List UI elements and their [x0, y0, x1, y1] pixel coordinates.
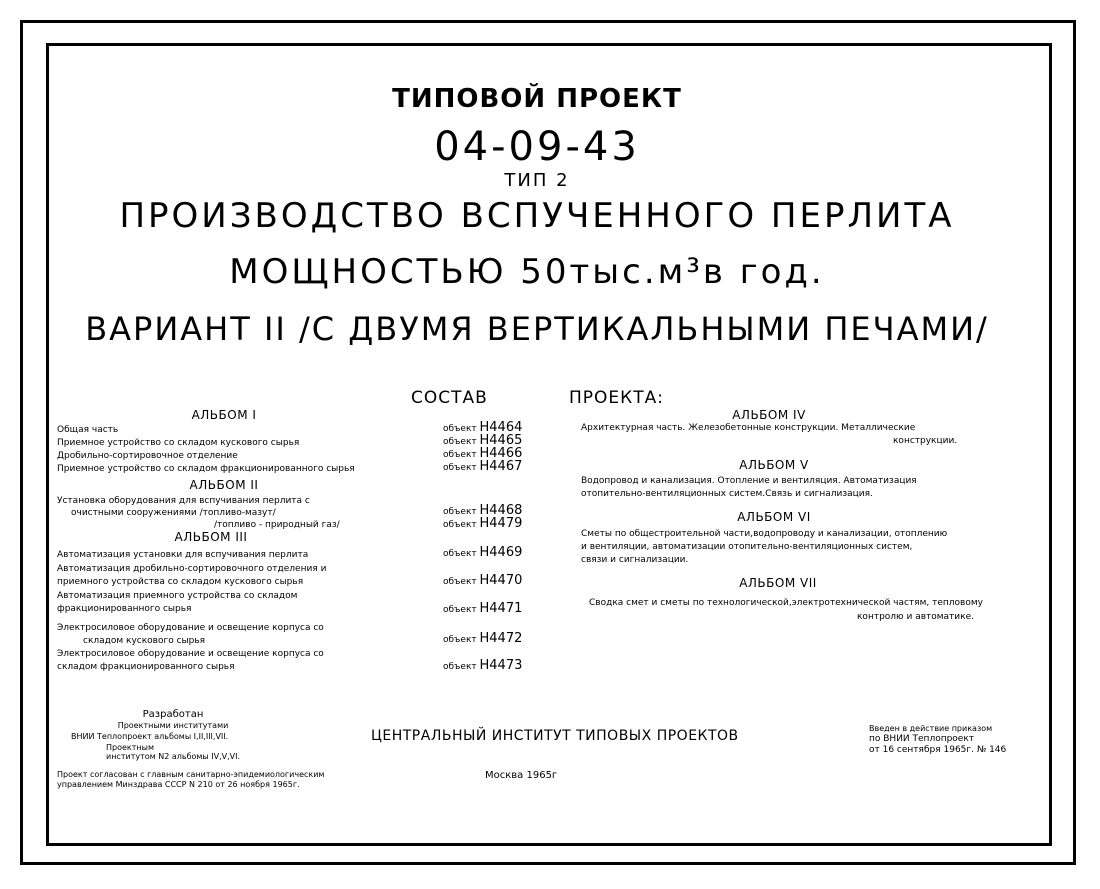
a2-line-1: Установка оборудования для вспучивания перлита с — [57, 496, 310, 506]
a1-item-1: Общая часть — [57, 425, 119, 435]
a3-item-2-line-1: Автоматизация дробильно-сортировочного отделения и — [57, 564, 327, 574]
a2-line-3: /топливо - природный газ/ — [214, 520, 340, 530]
a4-line-2: конструкции. — [893, 436, 958, 446]
a3-item-2-line-2: приемного устройства со складом кускового сырья — [57, 577, 304, 587]
a7-line-1: Сводка смет и сметы по технологической,электротехнической частям, тепловому — [589, 598, 983, 608]
album-6-label: АЛЬБОМ VI — [737, 510, 811, 524]
enactment-line-1: Введен в действие приказом — [869, 724, 993, 733]
a2-object-2: объект Н4479 — [443, 516, 523, 531]
a3-item-4-line-1: Электросиловое оборудование и освещение корпуса со — [57, 623, 324, 633]
enactment-line-3: от 16 сентября 1965г. № 146 — [869, 745, 1007, 755]
a2-line-2: очистными сооружениями /топливо-мазут/ — [71, 508, 276, 518]
a1-item-3-object: объект Н4466 — [443, 446, 523, 461]
header-typical-project: ТИПОВОЙ ПРОЕКТ — [392, 84, 682, 114]
city-year: Москва 1965г — [485, 770, 558, 781]
a1-item-4-object: объект Н4467 — [443, 459, 523, 474]
a1-item-2-object: объект Н4465 — [443, 433, 523, 448]
a3-item-2-object: объект Н4470 — [443, 573, 523, 588]
a6-line-2: и вентиляции, автоматизации отопительно-вентиляционных систем, — [581, 542, 913, 552]
sheet — [46, 43, 1052, 846]
a1-item-1-object: объект Н4464 — [443, 420, 523, 435]
a3-item-4-object: объект Н4472 — [443, 631, 523, 646]
developer-institute-label: Проектным — [106, 743, 154, 752]
project-code: 04-09-43 — [434, 124, 640, 170]
a5-line-2: отопительно-вентиляционных систем.Связь и сигнализация. — [581, 489, 873, 499]
album-7-label: АЛЬБОМ VII — [739, 576, 817, 590]
project-type: ТИП 2 — [504, 170, 570, 191]
a3-item-1-object: объект Н4469 — [443, 545, 523, 560]
a3-item-3-line-2: фракционированного сырья — [57, 604, 192, 614]
a3-item-1: Автоматизация установки для вспучивания перлита — [57, 550, 309, 560]
a3-item-5-line-1: Электросиловое оборудование и освещение корпуса со — [57, 649, 324, 659]
album-5-label: АЛЬБОМ V — [739, 458, 809, 472]
a3-item-3-object: объект Н4471 — [443, 601, 523, 616]
developed-by: Разработан — [142, 709, 204, 720]
project-title-1: ПРОИЗВОДСТВО ВСПУЧЕННОГО ПЕРЛИТА — [119, 196, 955, 236]
agreement-line-1: Проект согласован с главным санитарно-эпидемиологическим — [57, 770, 325, 779]
developer-institute-2: институтом N2 альбомы IV,V,VI. — [106, 752, 241, 761]
album-1-label: АЛЬБОМ I — [191, 408, 257, 422]
composition-heading-right: ПРОЕКТА: — [569, 388, 664, 408]
project-title-2: МОЩНОСТЬЮ 50тыс.м³в год. — [229, 252, 825, 292]
central-institute: ЦЕНТРАЛЬНЫЙ ИНСТИТУТ ТИПОВЫХ ПРОЕКТОВ — [371, 728, 739, 744]
project-title-3: ВАРИАНТ II /С ДВУМЯ ВЕРТИКАЛЬНЫМИ ПЕЧАМИ/ — [85, 310, 989, 348]
composition-heading: СОСТАВ — [411, 388, 488, 408]
album-2-label: АЛЬБОМ II — [189, 478, 259, 492]
a3-item-3-line-1: Автоматизация приемного устройства со складом — [57, 591, 298, 601]
a3-item-5-object: объект Н4473 — [443, 658, 523, 673]
developers-line: Проектными институтами — [117, 721, 229, 730]
a7-line-2: контролю и автоматике. — [857, 612, 974, 622]
a2-object-1: объект Н4468 — [443, 503, 523, 518]
a1-item-2: Приемное устройство со складом кускового сырья — [57, 438, 300, 448]
developer-vnii: ВНИИ Теплопроект альбомы I,II,III,VII. — [71, 732, 229, 741]
enactment-line-2: по ВНИИ Теплопроект — [869, 734, 975, 744]
album-3-label: АЛЬБОМ III — [174, 530, 248, 544]
a4-line-1: Архитектурная часть. Железобетонные конструкции. Металлические — [581, 423, 916, 433]
a3-item-5-line-2: складом фракционированного сырья — [57, 662, 235, 672]
a1-item-4: Приемное устройство со складом фракционированного сырья — [57, 464, 355, 474]
album-4-label: АЛЬБОМ IV — [732, 408, 806, 422]
a6-line-1: Сметы по общестроительной части,водопроводу и канализации, отоплению — [581, 529, 948, 539]
agreement-line-2: управлением Минздрава СССР N 210 от 26 ноября 1965г. — [57, 780, 300, 789]
a5-line-1: Водопровод и канализация. Отопление и вентиляция. Автоматизация — [581, 476, 917, 486]
a3-item-4-line-2: складом кускового сырья — [83, 636, 206, 646]
a1-item-3: Дробильно-сортировочное отделение — [57, 451, 238, 461]
a6-line-3: связи и сигнализации. — [581, 555, 689, 565]
